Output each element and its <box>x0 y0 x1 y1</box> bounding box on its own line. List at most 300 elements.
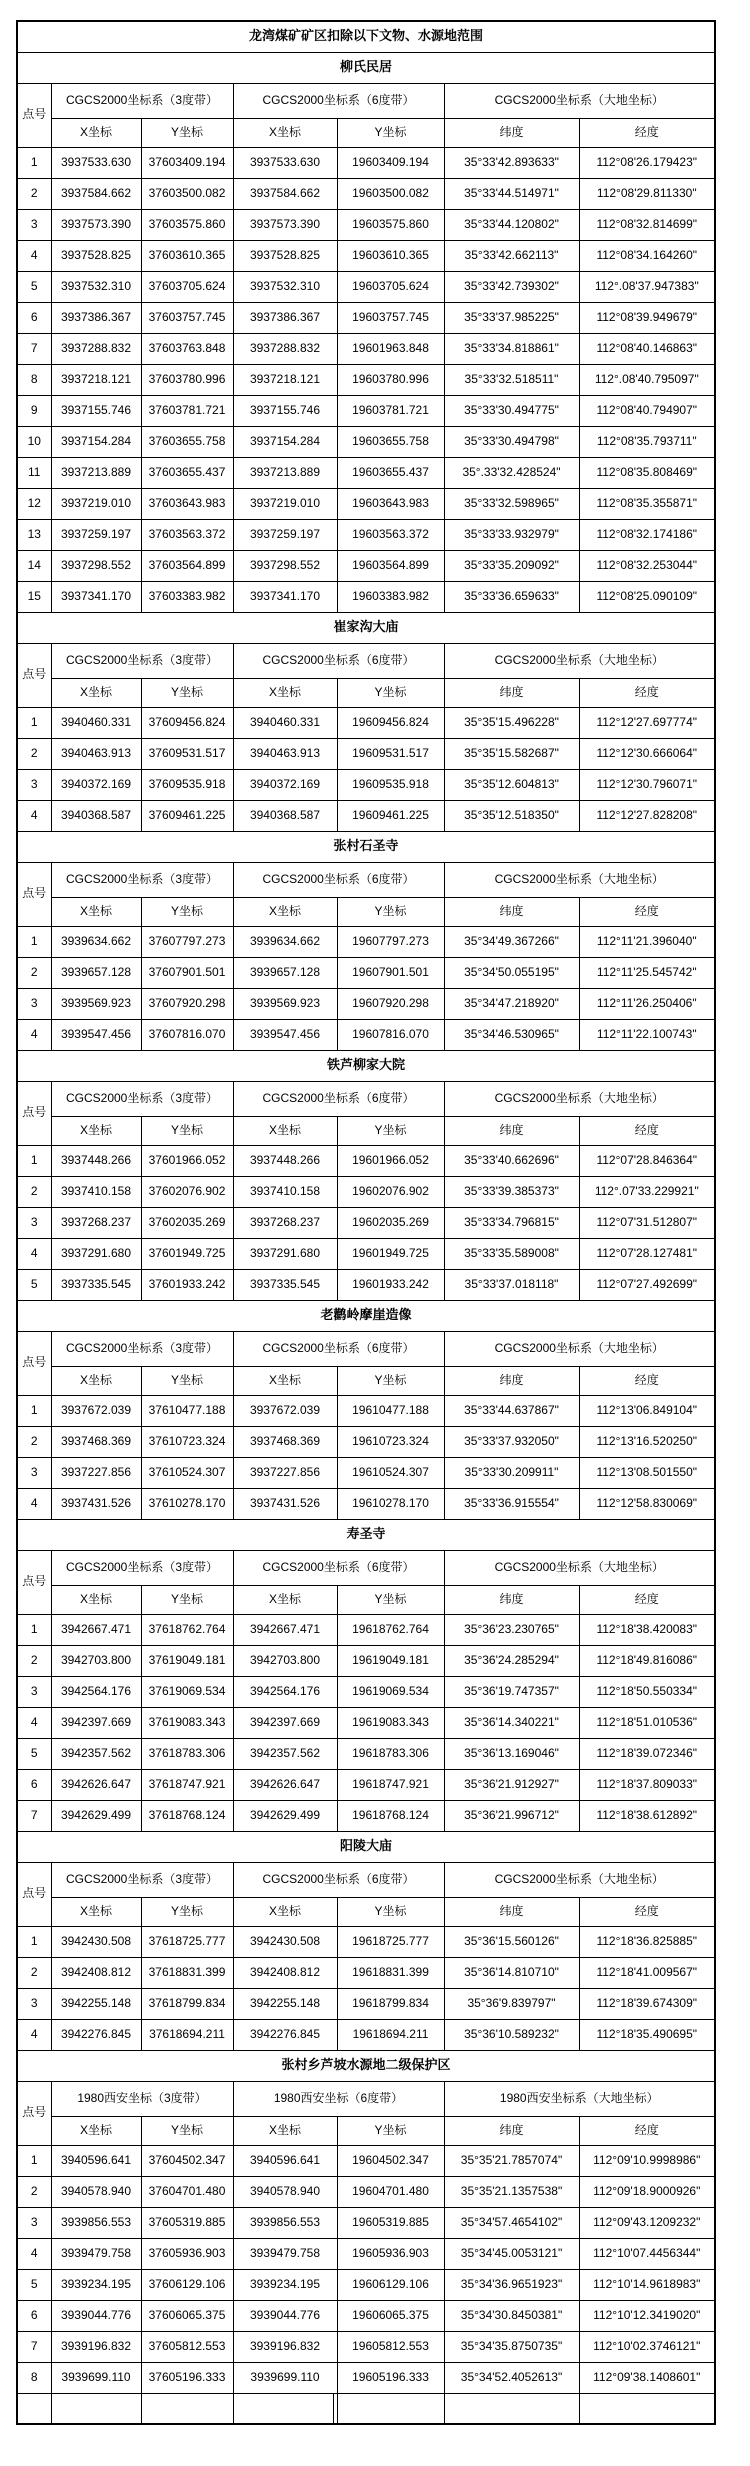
cell-latitude: 35°33'34.818861" <box>444 333 579 364</box>
table-row <box>17 1207 715 1238</box>
cell-y-6deg: 19619083.343 <box>337 1707 444 1738</box>
cell-y-6deg: 19610278.170 <box>337 1488 444 1519</box>
cell-x-6deg: 3937298.552 <box>233 550 337 581</box>
cell-y-6deg: 19618725.777 <box>337 1926 444 1957</box>
cell-latitude: 35°.33'32.428524" <box>444 457 579 488</box>
cell-y-6deg: 19609461.225 <box>337 800 444 831</box>
cell-longitude: 112°11'26.250406" <box>579 988 715 1019</box>
cell-point-no: 3 <box>17 209 51 240</box>
section-name: 张村乡芦坡水源地二级保护区 <box>17 2050 715 2081</box>
cell-point-no: 2 <box>17 178 51 209</box>
cell-y-6deg <box>337 2393 444 2424</box>
col-header-point-no: 点号 <box>17 862 51 926</box>
table-row <box>17 1645 715 1676</box>
table-row <box>17 2019 715 2050</box>
col-header-y-3deg: Y坐标 <box>141 118 233 147</box>
cell-latitude: 35°33'34.796815" <box>444 1207 579 1238</box>
cell-y-6deg: 19618747.921 <box>337 1769 444 1800</box>
cell-latitude: 35°33'39.385373" <box>444 1176 579 1207</box>
cell-latitude: 35°36'14.340221" <box>444 1707 579 1738</box>
cell-x-3deg: 3937672.039 <box>51 1395 141 1426</box>
header-row-axes <box>17 2116 715 2145</box>
cell-x-3deg: 3937268.237 <box>51 1207 141 1238</box>
cell-y-3deg: 37603500.082 <box>141 178 233 209</box>
header-row-systems <box>17 862 715 897</box>
cell-longitude: 112°.07'33.229921" <box>579 1176 715 1207</box>
table-row <box>17 1738 715 1769</box>
cell-longitude: 112°18'37.809033" <box>579 1769 715 1800</box>
table-row <box>17 800 715 831</box>
cell-longitude: 112°18'38.612892" <box>579 1800 715 1831</box>
cell-latitude: 35°35'15.582687" <box>444 738 579 769</box>
cell-x-3deg: 3939196.832 <box>51 2331 141 2362</box>
col-header-latitude: 纬度 <box>444 678 579 707</box>
cell-latitude: 35°36'19.747357" <box>444 1676 579 1707</box>
cell-x-3deg: 3937528.825 <box>51 240 141 271</box>
section-title-row <box>17 1300 715 1331</box>
cell-x-3deg: 3939547.456 <box>51 1019 141 1050</box>
cell-y-3deg: 37603383.982 <box>141 581 233 612</box>
cell-x-6deg: 3939196.832 <box>233 2331 337 2362</box>
cell-x-3deg: 3940578.940 <box>51 2176 141 2207</box>
cell-y-6deg: 19606065.375 <box>337 2300 444 2331</box>
col-header-system-3deg: 1980西安坐标（3度带） <box>51 2081 233 2116</box>
table-row <box>17 364 715 395</box>
cell-x-3deg: 3940596.641 <box>51 2145 141 2176</box>
section-name: 阳陵大庙 <box>17 1831 715 1862</box>
cell-latitude: 35°36'15.560126" <box>444 1926 579 1957</box>
cell-y-3deg: 37607797.273 <box>141 926 233 957</box>
col-header-y-6deg: Y坐标 <box>337 1897 444 1926</box>
cell-x-6deg: 3942408.812 <box>233 1957 337 1988</box>
col-header-longitude: 经度 <box>579 2116 715 2145</box>
cell-y-3deg: 37604701.480 <box>141 2176 233 2207</box>
col-header-point-no: 点号 <box>17 83 51 147</box>
cell-latitude: 35°33'30.209911" <box>444 1457 579 1488</box>
cell-longitude: 112°07'28.127481" <box>579 1238 715 1269</box>
cell-y-6deg: 19618799.834 <box>337 1988 444 2019</box>
table-row <box>17 1238 715 1269</box>
col-header-longitude: 经度 <box>579 1116 715 1145</box>
cell-latitude: 35°33'36.915554" <box>444 1488 579 1519</box>
cell-x-3deg: 3937448.266 <box>51 1145 141 1176</box>
cell-longitude: 112°09'10.9998986" <box>579 2145 715 2176</box>
col-header-x-6deg: X坐标 <box>233 2116 337 2145</box>
col-header-x-3deg: X坐标 <box>51 1585 141 1614</box>
cell-y-6deg: 19610723.324 <box>337 1426 444 1457</box>
table-row <box>17 457 715 488</box>
cell-y-6deg: 19618762.764 <box>337 1614 444 1645</box>
cell-x-6deg: 3937259.197 <box>233 519 337 550</box>
col-header-system-6deg: CGCS2000坐标系（6度带） <box>233 83 444 118</box>
col-header-y-3deg: Y坐标 <box>141 1897 233 1926</box>
cell-longitude: 112°12'27.697774" <box>579 707 715 738</box>
cell-point-no: 4 <box>17 2019 51 2050</box>
col-header-point-no: 点号 <box>17 643 51 707</box>
cell-x-3deg <box>51 2393 141 2424</box>
cell-latitude: 35°34'52.4052613" <box>444 2362 579 2393</box>
col-header-x-6deg: X坐标 <box>233 118 337 147</box>
cell-point-no: 4 <box>17 1488 51 1519</box>
cell-longitude: 112°10'12.3419020" <box>579 2300 715 2331</box>
cell-x-3deg: 3937341.170 <box>51 581 141 612</box>
cell-x-3deg: 3942629.499 <box>51 1800 141 1831</box>
cell-x-3deg: 3937584.662 <box>51 178 141 209</box>
header-row-systems <box>17 1331 715 1366</box>
col-header-y-6deg: Y坐标 <box>337 1116 444 1145</box>
cell-point-no: 12 <box>17 488 51 519</box>
cell-y-6deg: 19603500.082 <box>337 178 444 209</box>
cell-x-3deg: 3937227.856 <box>51 1457 141 1488</box>
col-header-x-6deg: X坐标 <box>233 678 337 707</box>
cell-longitude: 112°07'31.512807" <box>579 1207 715 1238</box>
cell-latitude: 35°33'37.018118" <box>444 1269 579 1300</box>
cell-y-3deg: 37603575.860 <box>141 209 233 240</box>
cell-x-6deg: 3942276.845 <box>233 2019 337 2050</box>
cell-x-6deg: 3939856.553 <box>233 2207 337 2238</box>
cell-latitude: 35°33'36.659633" <box>444 581 579 612</box>
cell-x-3deg: 3942667.471 <box>51 1614 141 1645</box>
table-row <box>17 333 715 364</box>
col-header-latitude: 纬度 <box>444 1116 579 1145</box>
cell-longitude: 112°09'38.1408601" <box>579 2362 715 2393</box>
cell-y-6deg: 19603564.899 <box>337 550 444 581</box>
cell-x-6deg: 3937533.630 <box>233 147 337 178</box>
col-header-system-6deg: CGCS2000坐标系（6度带） <box>233 643 444 678</box>
table-row <box>17 488 715 519</box>
cell-point-no: 2 <box>17 2176 51 2207</box>
cell-y-6deg: 19605319.885 <box>337 2207 444 2238</box>
cell-x-6deg: 3937431.526 <box>233 1488 337 1519</box>
cell-x-6deg: 3937335.545 <box>233 1269 337 1300</box>
cell-point-no: 3 <box>17 1457 51 1488</box>
cell-x-6deg: 3939657.128 <box>233 957 337 988</box>
cell-point-no: 4 <box>17 240 51 271</box>
cell-longitude: 112°13'06.849104" <box>579 1395 715 1426</box>
col-header-system-3deg: CGCS2000坐标系（3度带） <box>51 643 233 678</box>
cell-x-3deg: 3939234.195 <box>51 2269 141 2300</box>
cell-x-3deg: 3937259.197 <box>51 519 141 550</box>
cell-latitude: 35°33'32.518511" <box>444 364 579 395</box>
cell-y-6deg: 19603655.758 <box>337 426 444 457</box>
table-row <box>17 1800 715 1831</box>
cell-longitude: 112°18'41.009567" <box>579 1957 715 1988</box>
col-header-latitude: 纬度 <box>444 118 579 147</box>
table-row <box>17 707 715 738</box>
table-row <box>17 1614 715 1645</box>
cell-y-3deg: 37610477.188 <box>141 1395 233 1426</box>
table-row <box>17 581 715 612</box>
cell-longitude: 112°12'27.828208" <box>579 800 715 831</box>
cell-x-6deg <box>233 2393 337 2424</box>
cell-x-3deg: 3942564.176 <box>51 1676 141 1707</box>
cell-y-3deg: 37610278.170 <box>141 1488 233 1519</box>
table-row <box>17 2176 715 2207</box>
cell-x-3deg: 3937532.310 <box>51 271 141 302</box>
cell-longitude: 112°08'32.253044" <box>579 550 715 581</box>
section-title-row <box>17 612 715 643</box>
cell-y-3deg: 37610524.307 <box>141 1457 233 1488</box>
cell-latitude: 35°34'47.218920" <box>444 988 579 1019</box>
cell-x-6deg: 3940372.169 <box>233 769 337 800</box>
col-header-y-6deg: Y坐标 <box>337 2116 444 2145</box>
col-header-y-6deg: Y坐标 <box>337 897 444 926</box>
cell-x-6deg: 3937154.284 <box>233 426 337 457</box>
table-row <box>17 1426 715 1457</box>
cell-latitude: 35°36'10.589232" <box>444 2019 579 2050</box>
empty-row <box>17 2393 715 2424</box>
header-row-systems <box>17 643 715 678</box>
col-header-x-6deg: X坐标 <box>233 1897 337 1926</box>
cell-x-6deg: 3942667.471 <box>233 1614 337 1645</box>
cell-y-3deg: 37603563.372 <box>141 519 233 550</box>
cell-latitude: 35°36'14.810710" <box>444 1957 579 1988</box>
header-row-axes <box>17 1116 715 1145</box>
cell-x-6deg: 3937341.170 <box>233 581 337 612</box>
table-row <box>17 1395 715 1426</box>
col-header-x-3deg: X坐标 <box>51 1116 141 1145</box>
cell-y-6deg: 19610477.188 <box>337 1395 444 1426</box>
cell-y-3deg: 37606065.375 <box>141 2300 233 2331</box>
cell-y-6deg: 19602035.269 <box>337 1207 444 1238</box>
cell-y-3deg: 37619083.343 <box>141 1707 233 1738</box>
cell-x-6deg: 3937672.039 <box>233 1395 337 1426</box>
cell-y-3deg: 37603409.194 <box>141 147 233 178</box>
cell-x-6deg: 3937213.889 <box>233 457 337 488</box>
cell-latitude: 35°36'24.285294" <box>444 1645 579 1676</box>
table-row <box>17 2300 715 2331</box>
section-name: 老鹳岭摩崖造像 <box>17 1300 715 1331</box>
cell-x-6deg: 3940463.913 <box>233 738 337 769</box>
cell-latitude: 35°33'44.120802" <box>444 209 579 240</box>
table-row <box>17 1176 715 1207</box>
col-header-longitude: 经度 <box>579 678 715 707</box>
cell-point-no: 1 <box>17 2145 51 2176</box>
col-header-longitude: 经度 <box>579 1366 715 1395</box>
cell-y-3deg: 37605812.553 <box>141 2331 233 2362</box>
cell-point-no: 1 <box>17 1926 51 1957</box>
table-row <box>17 1957 715 1988</box>
cell-x-6deg: 3942430.508 <box>233 1926 337 1957</box>
table-row <box>17 1019 715 1050</box>
col-header-y-6deg: Y坐标 <box>337 1585 444 1614</box>
cell-point-no: 4 <box>17 2238 51 2269</box>
cell-y-6deg: 19602076.902 <box>337 1176 444 1207</box>
cell-y-3deg: 37609456.824 <box>141 707 233 738</box>
col-header-system-3deg: CGCS2000坐标系（3度带） <box>51 83 233 118</box>
col-header-x-6deg: X坐标 <box>233 1585 337 1614</box>
cell-y-6deg: 19604701.480 <box>337 2176 444 2207</box>
col-header-system-3deg: CGCS2000坐标系（3度带） <box>51 1081 233 1116</box>
cell-y-3deg: 37602035.269 <box>141 1207 233 1238</box>
cell-y-3deg: 37604502.347 <box>141 2145 233 2176</box>
cell-y-3deg: 37603780.996 <box>141 364 233 395</box>
col-header-latitude: 纬度 <box>444 1585 579 1614</box>
table-row <box>17 1145 715 1176</box>
col-header-system-6deg: CGCS2000坐标系（6度带） <box>233 1081 444 1116</box>
cell-point-no: 2 <box>17 1176 51 1207</box>
cell-x-3deg: 3942397.669 <box>51 1707 141 1738</box>
cell-point-no: 2 <box>17 1645 51 1676</box>
cell-point-no: 1 <box>17 1614 51 1645</box>
table-row <box>17 2362 715 2393</box>
cell-point-no: 1 <box>17 1395 51 1426</box>
cell-y-3deg: 37603564.899 <box>141 550 233 581</box>
table-row <box>17 395 715 426</box>
col-header-y-6deg: Y坐标 <box>337 118 444 147</box>
table-row <box>17 2331 715 2362</box>
col-header-system-geo: CGCS2000坐标系（大地坐标） <box>444 643 715 678</box>
cell-latitude: 35°33'32.598965" <box>444 488 579 519</box>
cell-x-3deg: 3937154.284 <box>51 426 141 457</box>
header-row-systems <box>17 83 715 118</box>
cell-longitude: 112°13'16.520250" <box>579 1426 715 1457</box>
header-row-axes <box>17 678 715 707</box>
cell-x-6deg: 3937218.121 <box>233 364 337 395</box>
text-cursor-artifact <box>333 2394 334 2424</box>
cell-y-6deg: 19601963.848 <box>337 333 444 364</box>
table-row <box>17 240 715 271</box>
cell-y-6deg: 19601933.242 <box>337 1269 444 1300</box>
cell-latitude: 35°33'42.662113" <box>444 240 579 271</box>
cell-x-6deg: 3937528.825 <box>233 240 337 271</box>
cell-x-3deg: 3942703.800 <box>51 1645 141 1676</box>
cell-latitude: 35°35'21.1357538" <box>444 2176 579 2207</box>
col-header-system-geo: CGCS2000坐标系（大地坐标） <box>444 83 715 118</box>
cell-x-3deg: 3939044.776 <box>51 2300 141 2331</box>
table-row <box>17 1488 715 1519</box>
cell-point-no: 15 <box>17 581 51 612</box>
cell-x-3deg: 3942430.508 <box>51 1926 141 1957</box>
table-row <box>17 1707 715 1738</box>
cell-longitude: 112°12'30.666064" <box>579 738 715 769</box>
cell-x-6deg: 3939634.662 <box>233 926 337 957</box>
section-name: 崔家沟大庙 <box>17 612 715 643</box>
col-header-longitude: 经度 <box>579 897 715 926</box>
cell-latitude: 35°36'21.996712" <box>444 1800 579 1831</box>
section-name: 铁芦柳家大院 <box>17 1050 715 1081</box>
header-row-systems <box>17 1862 715 1897</box>
cell-point-no: 5 <box>17 2269 51 2300</box>
header-row-axes <box>17 1366 715 1395</box>
col-header-system-geo: CGCS2000坐标系（大地坐标） <box>444 1331 715 1366</box>
header-row-axes <box>17 897 715 926</box>
cell-latitude: 35°34'46.530965" <box>444 1019 579 1050</box>
table-row <box>17 988 715 1019</box>
cell-longitude: 112°08'40.794907" <box>579 395 715 426</box>
cell-y-6deg: 19607797.273 <box>337 926 444 957</box>
table-row <box>17 209 715 240</box>
col-header-y-6deg: Y坐标 <box>337 1366 444 1395</box>
cell-y-3deg: 37603655.437 <box>141 457 233 488</box>
table-row <box>17 550 715 581</box>
cell-y-3deg: 37609461.225 <box>141 800 233 831</box>
cell-x-6deg: 3937573.390 <box>233 209 337 240</box>
cell-point-no: 6 <box>17 1769 51 1800</box>
cell-y-3deg: 37602076.902 <box>141 1176 233 1207</box>
cell-x-6deg: 3937410.158 <box>233 1176 337 1207</box>
cell-point-no: 8 <box>17 2362 51 2393</box>
cell-point-no: 1 <box>17 147 51 178</box>
table-row <box>17 2269 715 2300</box>
cell-y-3deg: 37603705.624 <box>141 271 233 302</box>
cell-point-no <box>17 2393 51 2424</box>
cell-point-no: 2 <box>17 1426 51 1457</box>
cell-longitude: 112°08'26.179423" <box>579 147 715 178</box>
cell-x-6deg: 3937532.310 <box>233 271 337 302</box>
cell-latitude: 35°33'44.637867" <box>444 1395 579 1426</box>
section-title-row <box>17 52 715 83</box>
cell-longitude <box>579 2393 715 2424</box>
cell-latitude: 35°34'45.0053121" <box>444 2238 579 2269</box>
cell-x-3deg: 3939699.110 <box>51 2362 141 2393</box>
page-title: 龙湾煤矿矿区扣除以下文物、水源地范围 <box>17 21 715 52</box>
cell-y-3deg: 37607816.070 <box>141 1019 233 1050</box>
cell-y-6deg: 19603575.860 <box>337 209 444 240</box>
col-header-system-6deg: 1980西安坐标（6度带） <box>233 2081 444 2116</box>
cell-latitude: 35°36'21.912927" <box>444 1769 579 1800</box>
cell-y-6deg: 19609531.517 <box>337 738 444 769</box>
cell-latitude: 35°35'12.518350" <box>444 800 579 831</box>
cell-point-no: 5 <box>17 271 51 302</box>
col-header-x-6deg: X坐标 <box>233 897 337 926</box>
cell-y-6deg: 19619049.181 <box>337 1645 444 1676</box>
cell-x-3deg: 3942357.562 <box>51 1738 141 1769</box>
cell-y-3deg: 37618747.921 <box>141 1769 233 1800</box>
cell-y-3deg: 37618783.306 <box>141 1738 233 1769</box>
cell-y-6deg: 19607920.298 <box>337 988 444 1019</box>
col-header-x-3deg: X坐标 <box>51 1366 141 1395</box>
col-header-latitude: 纬度 <box>444 897 579 926</box>
cell-x-6deg: 3937291.680 <box>233 1238 337 1269</box>
section-title-row <box>17 1050 715 1081</box>
cell-latitude: 35°33'30.494775" <box>444 395 579 426</box>
cell-y-6deg: 19609456.824 <box>337 707 444 738</box>
cell-x-3deg: 3939634.662 <box>51 926 141 957</box>
cell-longitude: 112°18'38.420083" <box>579 1614 715 1645</box>
cell-y-3deg: 37603763.848 <box>141 333 233 364</box>
header-row-axes <box>17 118 715 147</box>
cell-x-3deg: 3939569.923 <box>51 988 141 1019</box>
cell-point-no: 9 <box>17 395 51 426</box>
cell-point-no: 4 <box>17 1238 51 1269</box>
header-row-systems <box>17 1550 715 1585</box>
cell-latitude: 35°33'37.985225" <box>444 302 579 333</box>
cell-x-6deg: 3937155.746 <box>233 395 337 426</box>
col-header-longitude: 经度 <box>579 1897 715 1926</box>
cell-point-no: 7 <box>17 333 51 364</box>
cell-y-3deg: 37605936.903 <box>141 2238 233 2269</box>
cell-longitude: 112°18'35.490695" <box>579 2019 715 2050</box>
cell-y-3deg: 37618762.764 <box>141 1614 233 1645</box>
cell-longitude: 112°12'30.796071" <box>579 769 715 800</box>
cell-x-6deg: 3937584.662 <box>233 178 337 209</box>
cell-x-6deg: 3942703.800 <box>233 1645 337 1676</box>
cell-latitude: 35°34'49.367266" <box>444 926 579 957</box>
cell-y-6deg: 19603409.194 <box>337 147 444 178</box>
cell-y-6deg: 19609535.918 <box>337 769 444 800</box>
table-row <box>17 1676 715 1707</box>
cell-latitude <box>444 2393 579 2424</box>
cell-y-3deg: 37605196.333 <box>141 2362 233 2393</box>
cell-latitude: 35°36'9.839797" <box>444 1988 579 2019</box>
cell-x-6deg: 3942626.647 <box>233 1769 337 1800</box>
cell-x-6deg: 3940368.587 <box>233 800 337 831</box>
cell-y-3deg: 37606129.106 <box>141 2269 233 2300</box>
col-header-point-no: 点号 <box>17 1550 51 1614</box>
cell-longitude: 112°18'50.550334" <box>579 1676 715 1707</box>
section-title-row <box>17 1831 715 1862</box>
